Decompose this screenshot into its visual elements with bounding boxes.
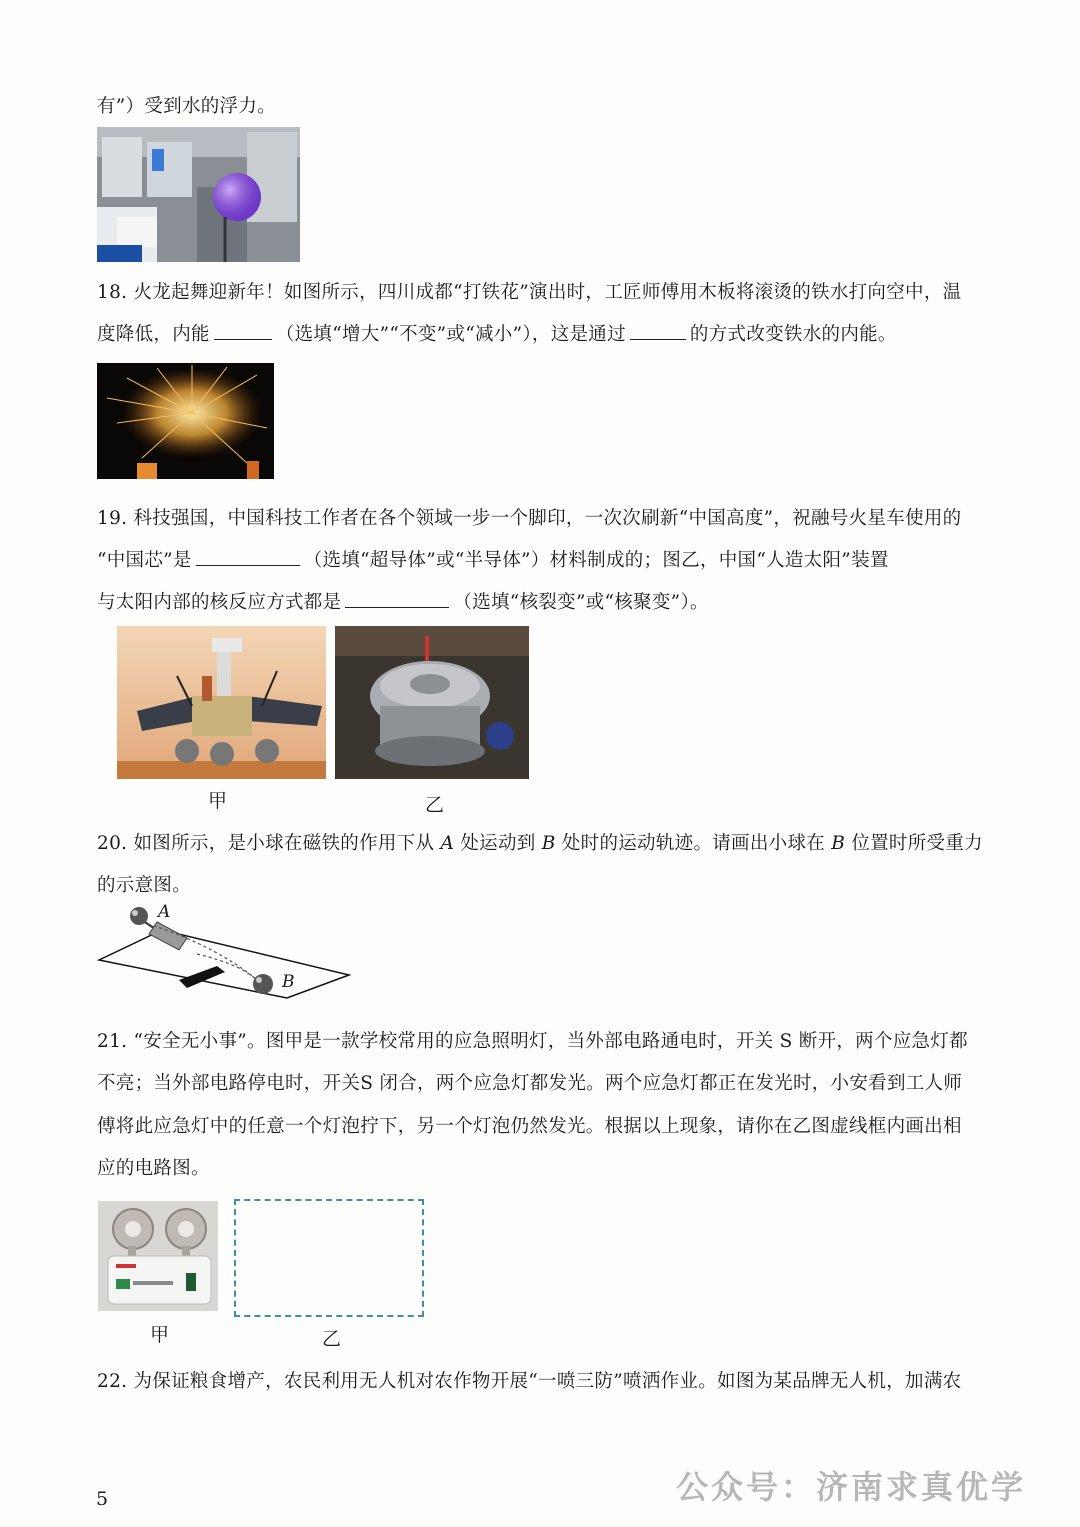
q19-line2-a: “中国芯”是	[97, 550, 192, 571]
space-station-photo	[97, 127, 300, 262]
q18-blank-2[interactable]	[630, 321, 686, 341]
label-a: A	[158, 902, 171, 922]
label-b: B	[282, 972, 295, 992]
q19-line3	[97, 588, 709, 614]
q20-line1-b: 处运动到	[460, 833, 536, 854]
q19-caption-jia: 甲	[208, 790, 228, 812]
q18-line1: 18. 火龙起舞迎新年！如图所示，四川成都“打铁花”演出时，工匠师傅用木板将滚烫的铁水打向空中，温	[97, 282, 962, 303]
q19-line3-a: 与太阳内部的核反应方式都是	[97, 592, 342, 613]
q19-line1: 19. 科技强国，中国科技工作者在各个领域一步一个脚印，一次次刷新“中国高度”，祝融号火星车使用的	[97, 508, 962, 529]
q18-line2	[97, 320, 897, 346]
q21-caption-yi: 乙	[322, 1328, 342, 1350]
q19-blank-2[interactable]	[345, 589, 449, 609]
emergency-light-photo	[98, 1201, 218, 1311]
q21-line1: 21. “安全无小事”。图甲是一款学校常用的应急照明灯，当外部电路通电时，开关 S 断开，两个应急灯都	[97, 1031, 968, 1052]
q20-line1-a: 20. 如图所示，是小球在磁铁的作用下从	[97, 833, 435, 854]
q19-line2-b: （选填“超导体”或“半导体”）材料制成的；图乙，中国“人造太阳”装置	[303, 550, 889, 571]
q20-var-b2: B	[831, 833, 846, 854]
iron-fireworks-photo	[97, 363, 274, 479]
q18-line2-c: 的方式改变铁水的内能。	[689, 324, 897, 345]
q18-line2-a: 度降低，内能	[97, 324, 210, 345]
watermark-text: 公众号：济南求真优学	[676, 1468, 1027, 1506]
q19-line3-b: （选填“核裂变”或“核聚变”）。	[453, 592, 709, 613]
q22-line1: 22. 为保证粮食增产，农民利用无人机对农作物开展“一喷三防”喷洒作业。如图为某品牌无人机，加满农	[97, 1371, 962, 1392]
q20-line2: 的示意图。	[97, 875, 192, 896]
fusion-device-photo	[335, 626, 529, 779]
q18-line2-b: （选填“增大”“不变”或“减小”），这是通过	[275, 324, 626, 345]
q20-line1	[97, 829, 983, 855]
q21-line3: 傅将此应急灯中的任意一个灯泡拧下，另一个灯泡仍然发光。根据以上现象，请你在乙图虚线框内画出相	[97, 1116, 962, 1137]
q21-line2: 不亮；当外部电路停电时，开关S 闭合，两个应急灯都发光。两个应急灯都正在发光时，小安看到工人师	[97, 1073, 963, 1094]
mars-rover-photo	[117, 626, 326, 779]
q21-line4: 应的电路图。	[97, 1158, 210, 1179]
q20-line1-d: 位置时所受重力	[851, 833, 983, 854]
q17-tail-text: 有”）受到水的浮力。	[97, 96, 276, 117]
page-number: 5	[96, 1488, 109, 1510]
q21-caption-jia: 甲	[150, 1324, 170, 1346]
q19-caption-yi: 乙	[425, 794, 445, 816]
q19-line2	[97, 546, 889, 572]
q19-blank-1[interactable]	[196, 547, 300, 567]
q18-blank-1[interactable]	[214, 321, 272, 341]
circuit-drawing-box[interactable]	[234, 1199, 424, 1317]
q20-line1-c: 处时的运动轨迹。请画出小球在	[561, 833, 826, 854]
q20-var-b: B	[541, 833, 556, 854]
q20-var-a: A	[440, 833, 455, 854]
ball-trajectory-diagram	[97, 900, 357, 1000]
